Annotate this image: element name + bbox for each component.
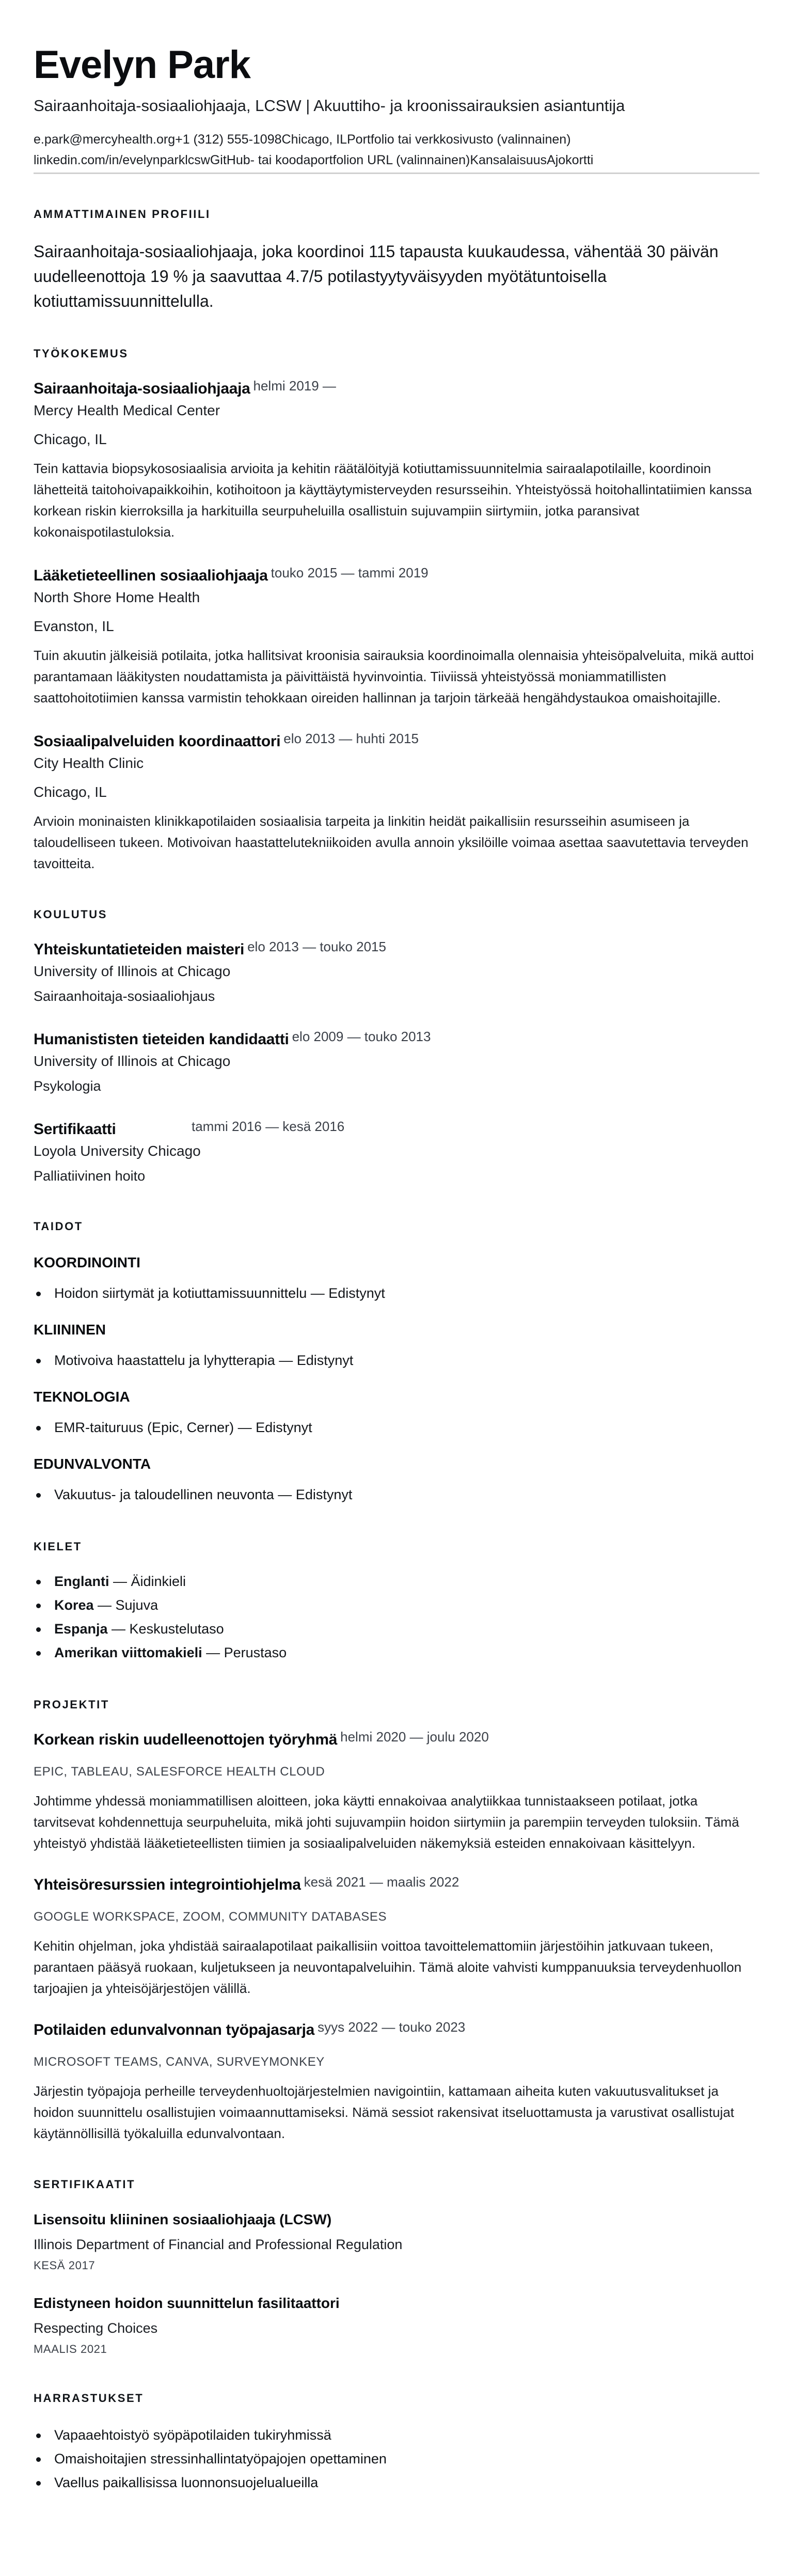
- project-name: Yhteisöresurssien integrointiohjelma: [34, 1876, 301, 1893]
- section-title-experience: TYÖKOKEMUS: [34, 347, 129, 360]
- language-item: [34, 1569, 759, 1593]
- experience-item: [34, 379, 759, 543]
- experience-section: [34, 347, 759, 874]
- job-dates: helmi 2019 —: [253, 378, 336, 394]
- phone-text: +1 (312) 555-1098: [175, 132, 282, 147]
- education-dates: tammi 2016 — kesä 2016: [192, 1119, 345, 1134]
- project-header: [34, 1730, 759, 1750]
- school-name: University of Illinois at Chicago: [34, 1053, 231, 1069]
- degree-title: Yhteiskuntatieteiden maisteri: [34, 941, 245, 958]
- section-title-profile: AMMATTIMAINEN PROFIILI: [34, 208, 211, 221]
- skill-item: Vakuutus- ja taloudellinen neuvonta — Edistynyt: [34, 1483, 759, 1506]
- field-of-study: Psykologia: [34, 1078, 101, 1094]
- skill-category: KLIININEN: [34, 1322, 106, 1338]
- certification-date: KESÄ 2017: [34, 2259, 96, 2272]
- job-location: Evanston, IL: [34, 618, 114, 634]
- certification-name: Edistyneen hoidon suunnittelun fasilitaattori: [34, 2295, 340, 2311]
- section-title-education: KOULUTUS: [34, 908, 108, 921]
- language-name: Korea: [54, 1597, 94, 1613]
- project-dates: helmi 2020 — joulu 2020: [340, 1729, 489, 1745]
- job-company: North Shore Home Health: [34, 589, 200, 605]
- job-dates: touko 2015 — tammi 2019: [271, 565, 429, 580]
- job-company: City Health Clinic: [34, 755, 144, 771]
- experience-header: [34, 566, 759, 586]
- certification-item: [34, 2293, 759, 2358]
- education-header: [34, 1029, 759, 1050]
- job-title: Sairaanhoitaja-sosiaaliohjaaja: [34, 380, 250, 397]
- location-text: Chicago, IL: [281, 132, 347, 147]
- skill-item: Hoidon siirtymät ja kotiuttamissuunnittelu — Edistynyt: [34, 1281, 759, 1305]
- skill-item: EMR-taituruus (Epic, Cerner) — Edistynyt: [34, 1416, 759, 1439]
- contact-info: [34, 129, 759, 170]
- project-header: [34, 2020, 759, 2040]
- project-dates: syys 2022 — touko 2023: [318, 2019, 466, 2035]
- profile-summary: Sairaanhoitaja-sosiaaliohjaaja, joka koordinoi 115 tapausta kuukaudessa, vähentää 30 päivän uudelleenottoja 19 % ja saavuttaa 4.7/5 potilastyytyväisyyden myötätuntoisella kotiuttamissuunnittelulla.: [34, 242, 719, 310]
- language-list: [34, 1569, 759, 1664]
- portfolio-link[interactable]: Portfolio tai verkkosivusto (valinnainen): [347, 132, 571, 147]
- skill-group: [34, 1388, 759, 1439]
- certification-issuer: Illinois Department of Financial and Professional Regulation: [34, 2237, 403, 2252]
- project-description: Kehitin ohjelman, joka yhdistää sairaalapotilaat paikallisiin voittoa tavoittelemattomiin järjestöihin jatkuvaan tukeen, parantaen pääsyä ruokaan, kuljetukseen ja neuvontapalveluihin. Tämä aloite vahvisti kumppanuuksia terveydenhuollon tarjoajien ja yhteisöjärjestöjen välillä.: [34, 1938, 742, 1996]
- interests-section: [34, 2391, 759, 2494]
- interest-item: Vapaaehtoistyö syöpäpotilaiden tukiryhmissä: [34, 2423, 759, 2447]
- field-of-study: Sairaanhoitaja-sosiaaliohjaus: [34, 988, 215, 1004]
- project-header: [34, 1875, 759, 1895]
- education-item: [34, 1119, 759, 1186]
- projects-section: [34, 1698, 759, 2144]
- education-header: [34, 1119, 759, 1140]
- education-dates: elo 2009 — touko 2013: [292, 1029, 431, 1044]
- school-name: University of Illinois at Chicago: [34, 963, 231, 979]
- project-description: Järjestin työpajoja perheille terveydenhuoltojärjestelmien navigointiin, kattamaan aiheita kuten vakuutusvalitukset ja hoidon suunnittelu osallistujien voimaannuttamiseksi. Nämä sessiot rakensivat itseluottamusta ja varustivat osallistujat käytännöllisillä työkaluilla edunvalvontaan.: [34, 2083, 735, 2141]
- job-description: Arvioin moninaisten klinikkapotilaiden sosiaalisia tarpeita ja linkitin heidät paikallisiin resursseihin asumiseen ja taloudelliseen tukeen. Motivoivan haastattelutekniikoiden avulla annoin yksilöille voimaa asettaa saavutettavia terveyden tavoitteita.: [34, 813, 749, 871]
- language-name: Espanja: [54, 1621, 108, 1637]
- language-level: — Perustaso: [202, 1645, 287, 1660]
- certification-item: [34, 2209, 759, 2274]
- project-name: Potilaiden edunvalvonnan työpajasarja: [34, 2021, 315, 2038]
- interest-list: [34, 2423, 759, 2494]
- skill-category: KOORDINOINTI: [34, 1254, 140, 1270]
- interest-item: Omaishoitajien stressinhallintatyöpajojen opettaminen: [34, 2447, 759, 2471]
- language-item: [34, 1593, 759, 1617]
- job-description: Tein kattavia biopsykososiaalisia arvioita ja kehitin räätälöityjä kotiuttamissuunnitelmia sairaalapotilaille, koordinoin lähetteitä taitohoivapaikkoihin, kotihoitoon ja käyttäytymisterveyden resursseihin. Yhteistyössä hoitohallintatiimien kanssa korkean riskin kierroksilla ja harkituilla seurpuheluilla osallistuin sujuvampiin siirtymiin, jotka paransivat kokonaispotilastuloksia.: [34, 461, 752, 540]
- job-location: Chicago, IL: [34, 784, 107, 800]
- degree-title: Sertifikaatti: [34, 1121, 116, 1138]
- skill-item: Motivoiva haastattelu ja lyhytterapia — Edistynyt: [34, 1348, 759, 1372]
- project-tech: MICROSOFT TEAMS, CANVA, SURVEYMONKEY: [34, 2055, 325, 2069]
- education-item: [34, 1029, 759, 1096]
- language-name: Englanti: [54, 1574, 109, 1589]
- section-title-languages: KIELET: [34, 1540, 82, 1553]
- language-level: — Sujuva: [93, 1597, 158, 1613]
- resume-header: [34, 42, 759, 174]
- project-description: Johtimme yhdessä moniammatillisen aloitteen, joka käytti ennakoivaa analytiikkaa tunnistaakseen potilaat, jotka tarvitsevat kohdennettuja seurpuheluita, mikä johti sujuvampiin hoidon siirtymiin ja parempiin terveyden tuloksiin. Tämä yhteistyö yhdistää lääketieteellisten tiimien ja sosiaalipalveluiden näkemyksiä esteiden ennakoivaan käsittelyyn.: [34, 1793, 739, 1851]
- section-title-skills: TAIDOT: [34, 1220, 83, 1233]
- school-name: Loyola University Chicago: [34, 1143, 201, 1159]
- citizenship-text: Kansalaisuus: [470, 153, 547, 167]
- section-title-certifications: SERTIFIKAATIT: [34, 2178, 136, 2191]
- education-header: [34, 939, 759, 960]
- contact-row-2: [34, 150, 759, 170]
- project-item: [34, 1875, 759, 1999]
- section-title-projects: PROJEKTIT: [34, 1698, 109, 1711]
- education-section: [34, 907, 759, 1186]
- job-description: Tuin akuutin jälkeisiä potilaita, jotka hallitsivat kroonisia sairauksia koordinoimalla olennaisia yhteisöpalveluita, mikä auttoi parantamaan lääkitysten noudattamista ja päivittäistä hyvinvointia. Tiiviissä yhteistyössä moniammatillisten saattohoitotiimien kanssa varmistin tehokkaan oireiden hallinnan ja tarjoin tärkeää hengähdystaukoa omaishoitajille.: [34, 648, 754, 705]
- github-link[interactable]: GitHub- tai koodaportfolion URL (valinnainen): [210, 153, 470, 167]
- experience-header: [34, 731, 759, 752]
- email-link[interactable]: e.park@mercyhealth.org: [34, 132, 176, 147]
- skills-section: [34, 1219, 759, 1506]
- experience-item: [34, 566, 759, 709]
- certification-issuer: Respecting Choices: [34, 2320, 158, 2336]
- project-item: [34, 1730, 759, 1854]
- education-dates: elo 2013 — touko 2015: [247, 939, 386, 954]
- job-title: Lääketieteellinen sosiaaliohjaaja: [34, 567, 268, 584]
- candidate-headline: Sairaanhoitaja-sosiaaliohjaaja, LCSW | Akuuttiho- ja kroonissairauksien asiantuntija: [34, 97, 625, 115]
- interest-item: Vaellus paikallisissa luonnonsuojelualueilla: [34, 2471, 759, 2494]
- skill-list: [34, 1483, 759, 1506]
- language-level: — Äidinkieli: [109, 1574, 186, 1589]
- certification-date: MAALIS 2021: [34, 2343, 107, 2355]
- language-name: Amerikan viittomakieli: [54, 1645, 202, 1660]
- project-dates: kesä 2021 — maalis 2022: [304, 1874, 459, 1890]
- skill-list: [34, 1281, 759, 1305]
- degree-title: Humanististen tieteiden kandidaatti: [34, 1031, 289, 1048]
- skill-group: [34, 1321, 759, 1372]
- education-item: [34, 939, 759, 1007]
- skill-group: [34, 1455, 759, 1506]
- project-name: Korkean riskin uudelleenottojen työryhmä: [34, 1731, 338, 1748]
- skill-category: EDUNVALVONTA: [34, 1456, 151, 1472]
- job-dates: elo 2013 — huhti 2015: [283, 731, 419, 746]
- project-tech: GOOGLE WORKSPACE, ZOOM, COMMUNITY DATABASES: [34, 1910, 387, 1924]
- section-title-interests: HARRASTUKSET: [34, 2392, 144, 2405]
- linkedin-link[interactable]: linkedin.com/in/evelynparklcsw: [34, 153, 210, 167]
- profile-section: [34, 207, 759, 313]
- job-location: Chicago, IL: [34, 431, 107, 447]
- project-tech: EPIC, TABLEAU, SALESFORCE HEALTH CLOUD: [34, 1765, 325, 1779]
- drivers-license-text: Ajokortti: [547, 153, 594, 167]
- job-title: Sosiaalipalveluiden koordinaattori: [34, 733, 281, 750]
- job-company: Mercy Health Medical Center: [34, 402, 220, 418]
- skill-list: [34, 1416, 759, 1439]
- header-divider: [34, 172, 759, 174]
- project-item: [34, 2020, 759, 2144]
- experience-header: [34, 379, 759, 399]
- certification-name: Lisensoitu kliininen sosiaaliohjaaja (LCSW): [34, 2211, 332, 2227]
- language-item: [34, 1617, 759, 1641]
- field-of-study: Palliatiivinen hoito: [34, 1168, 146, 1184]
- skill-list: [34, 1348, 759, 1372]
- languages-section: [34, 1540, 759, 1664]
- experience-item: [34, 731, 759, 874]
- candidate-name: Evelyn Park: [34, 43, 250, 87]
- skill-group: [34, 1253, 759, 1305]
- language-level: — Keskustelutaso: [107, 1621, 224, 1637]
- certifications-section: [34, 2177, 759, 2358]
- skill-category: TEKNOLOGIA: [34, 1389, 130, 1405]
- language-item: [34, 1641, 759, 1664]
- contact-row-1: [34, 129, 759, 150]
